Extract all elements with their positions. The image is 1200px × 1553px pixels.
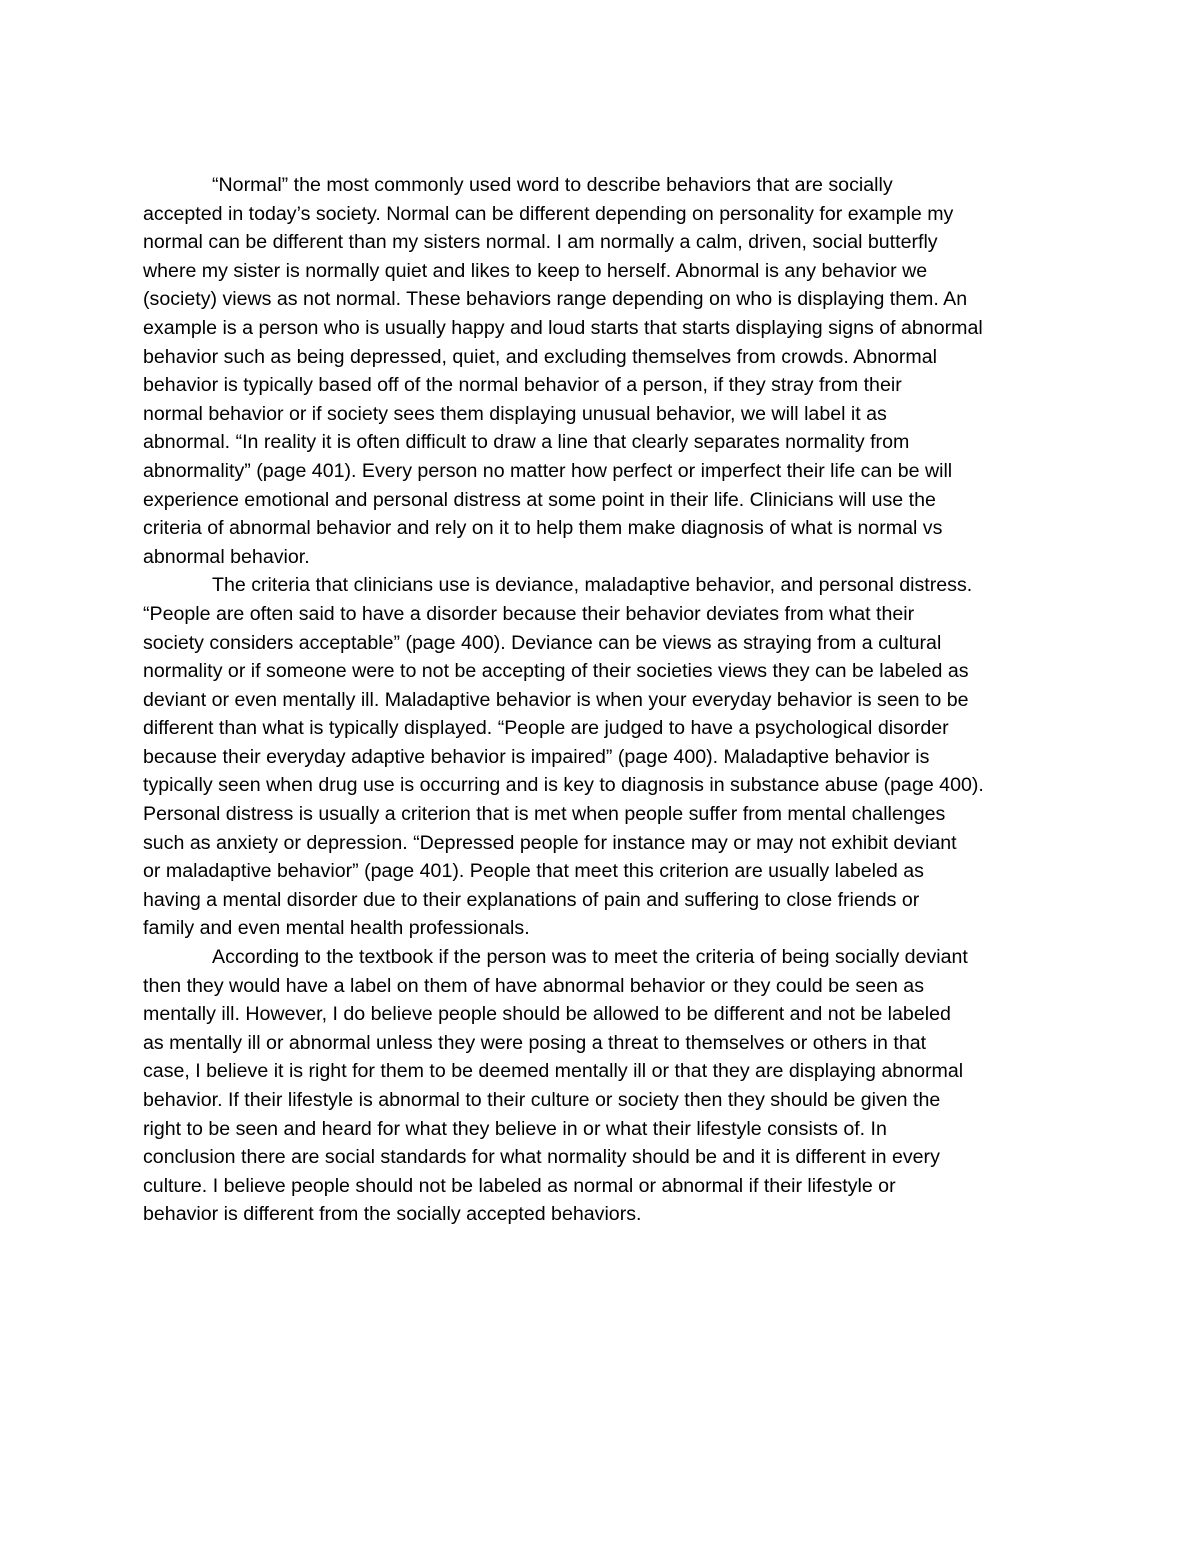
paragraph: [143, 571, 1068, 943]
paragraph: [143, 171, 1068, 571]
text-line: abnormal behavior.: [143, 545, 310, 568]
paragraph: [143, 943, 1068, 1229]
paragraph-first-line: According to the textbook if the person was to meet the criteria of being socially deviant: [212, 946, 968, 969]
document-body: [143, 171, 1068, 1229]
text-line: because their everyday adaptive behavior is impaired” (page 400). Maladaptive behavior is: [143, 745, 930, 768]
paragraph-first-line: The criteria that clinicians use is deviance, maladaptive behavior, and personal distress.: [212, 574, 973, 597]
text-line: behavior is typically based off of the normal behavior of a person, if they stray from their: [143, 374, 902, 397]
text-line: or maladaptive behavior” (page 401). People that meet this criterion are usually labeled as: [143, 860, 924, 883]
text-line: normal behavior or if society sees them displaying unusual behavior, we will label it as: [143, 402, 887, 425]
text-line: experience emotional and personal distress at some point in their life. Clinicians will use the: [143, 488, 936, 511]
text-line: different than what is typically displayed. “People are judged to have a psychological disorder: [143, 717, 949, 740]
text-line: abnormal. “In reality it is often difficult to draw a line that clearly separates normality from: [143, 431, 910, 454]
text-line: criteria of abnormal behavior and rely on it to help them make diagnosis of what is normal vs: [143, 517, 943, 540]
text-line: behavior is different from the socially accepted behaviors.: [143, 1203, 642, 1226]
text-line: behavior such as being depressed, quiet, and excluding themselves from crowds. Abnormal: [143, 345, 937, 368]
text-line: then they would have a label on them of have abnormal behavior or they could be seen as: [143, 974, 924, 997]
text-line: typically seen when drug use is occurring and is key to diagnosis in substance abuse (page 400).: [143, 774, 984, 797]
text-line: conclusion there are social standards for what normality should be and it is different in every: [143, 1146, 940, 1169]
paragraph-first-line: “Normal” the most commonly used word to describe behaviors that are socially: [212, 174, 893, 196]
text-line: society considers acceptable” (page 400). Deviance can be views as straying from a cultural: [143, 631, 942, 654]
text-line: abnormality” (page 401). Every person no matter how perfect or imperfect their life can be will: [143, 459, 953, 482]
text-line: “People are often said to have a disorder because their behavior deviates from what their: [143, 602, 915, 625]
text-line: right to be seen and heard for what they believe in or what their lifestyle consists of. In: [143, 1117, 887, 1140]
text-line: example is a person who is usually happy and loud starts that starts displaying signs of abnormal: [143, 316, 983, 339]
text-line: normal can be different than my sisters normal. I am normally a calm, driven, social butterfly: [143, 231, 938, 254]
text-line: as mentally ill or abnormal unless they were posing a threat to themselves or others in that: [143, 1031, 927, 1054]
text-line: (society) views as not normal. These behaviors range depending on who is displaying them. An: [143, 288, 968, 311]
text-line: normality or if someone were to not be accepting of their societies views they can be labeled as: [143, 660, 969, 683]
text-line: deviant or even mentally ill. Maladaptive behavior is when your everyday behavior is seen to be: [143, 688, 969, 711]
text-line: mentally ill. However, I do believe people should be allowed to be different and not be labeled: [143, 1003, 951, 1026]
text-line: case, I believe it is right for them to be deemed mentally ill or that they are displaying abnormal: [143, 1060, 964, 1083]
text-line: Personal distress is usually a criterion that is met when people suffer from mental challenges: [143, 803, 946, 826]
text-line: behavior. If their lifestyle is abnormal to their culture or society then they should be given the: [143, 1089, 941, 1111]
text-line: such as anxiety or depression. “Depressed people for instance may or may not exhibit deviant: [143, 831, 957, 854]
text-line: accepted in today’s society. Normal can be different depending on personality for example my: [143, 202, 954, 225]
text-line: having a mental disorder due to their explanations of pain and suffering to close friends or: [143, 888, 920, 911]
text-line: family and even mental health professionals.: [143, 917, 530, 940]
text-line: where my sister is normally quiet and likes to keep to herself. Abnormal is any behavior we: [143, 259, 928, 282]
text-line: culture. I believe people should not be labeled as normal or abnormal if their lifestyle or: [143, 1174, 896, 1197]
